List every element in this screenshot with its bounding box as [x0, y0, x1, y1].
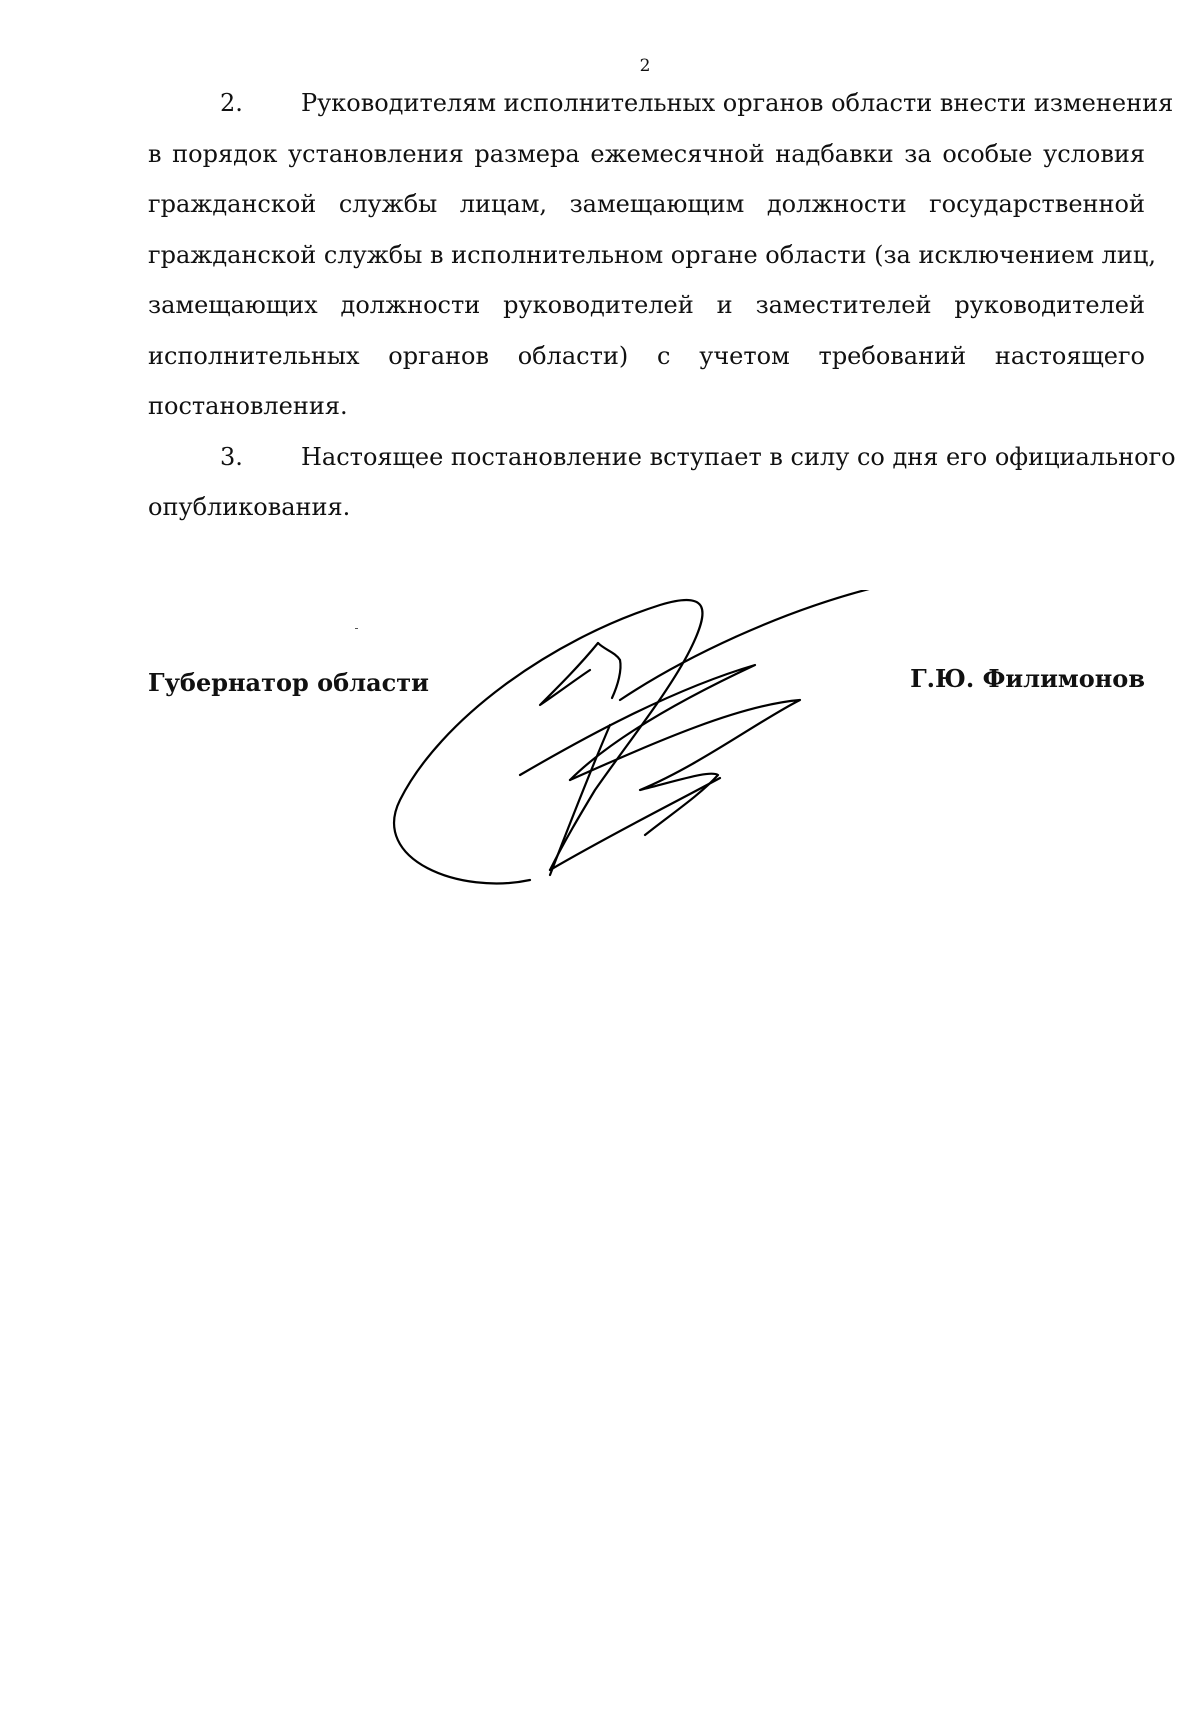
paragraph-line [148, 78, 1174, 129]
handwritten-signature-icon [380, 590, 960, 940]
document-body [148, 78, 1176, 533]
paragraph-line: постановления. [148, 392, 348, 420]
paragraph-text: Настоящее постановление вступает в силу со дня его официального [301, 442, 1176, 471]
paragraph-line: гражданской службы в исполнительном органе области (за исключением лиц, [148, 240, 1156, 269]
signatory-title: Губернатор области [148, 668, 429, 697]
signatory-name: Г.Ю. Филимонов [910, 664, 1145, 693]
paragraph-line: исполнительных органов области) с учетом требований настоящего [148, 341, 1145, 370]
scan-speck [355, 628, 358, 629]
paragraph-3 [148, 432, 1176, 533]
paragraph-line [148, 432, 1176, 483]
paragraph-line: замещающих должности руководителей и заместителей руководителей [148, 291, 1145, 319]
paragraph-text: Руководителям исполнительных органов области внести изменения [301, 89, 1174, 117]
paragraph-number: 2. [220, 89, 243, 117]
paragraph-line: гражданской службы лицам, замещающим должности государственной [148, 190, 1145, 218]
page-number: 2 [639, 56, 651, 76]
paragraph-number: 3. [220, 442, 243, 471]
paragraph-line: опубликования. [148, 493, 351, 521]
paragraph-2 [148, 78, 1174, 432]
paragraph-line: в порядок установления размера ежемесячной надбавки за особые условия [148, 139, 1145, 168]
